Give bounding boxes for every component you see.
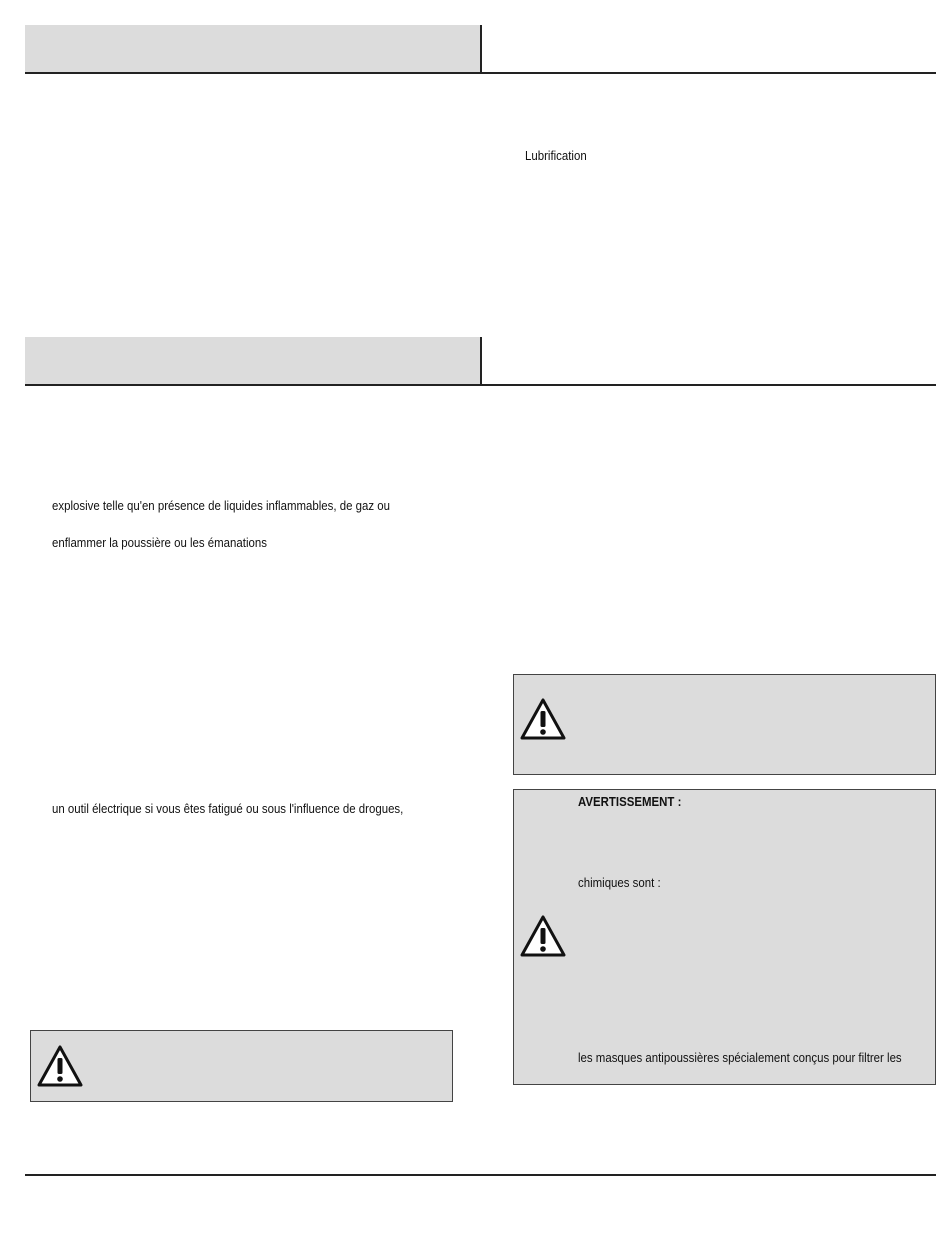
footer-rule: [25, 1174, 936, 1176]
warning-box-left: [30, 1030, 453, 1102]
warning-triangle-icon: [519, 914, 567, 958]
warning-box-chemicals: [513, 789, 936, 1085]
warning-triangle-icon: [36, 1044, 84, 1088]
lubrication-label: Lubrification: [525, 148, 587, 163]
warning-box-right-top: [513, 674, 936, 775]
header-rule-top: [25, 72, 936, 74]
warning-triangle-icon: [519, 697, 567, 741]
warning-text-chimiques: chimiques sont :: [578, 875, 661, 890]
header-rule-middle: [25, 384, 936, 386]
safety-text-line-outil: un outil électrique si vous êtes fatigué ou sous l'influence de drogues,: [52, 801, 404, 816]
header-divider-middle: [480, 337, 482, 385]
warning-text-masques: les masques antipoussières spécialement conçus pour filtrer les: [578, 1050, 902, 1065]
safety-text-line-explosive: explosive telle qu'en présence de liquides inflammables, de gaz ou: [52, 498, 390, 513]
warning-title: AVERTISSEMENT :: [578, 794, 682, 809]
section-header-left-middle: [25, 337, 480, 384]
header-divider-top: [480, 25, 482, 73]
section-header-left-top: [25, 25, 480, 72]
safety-text-line-enflammer: enflammer la poussière ou les émanations: [52, 535, 267, 550]
